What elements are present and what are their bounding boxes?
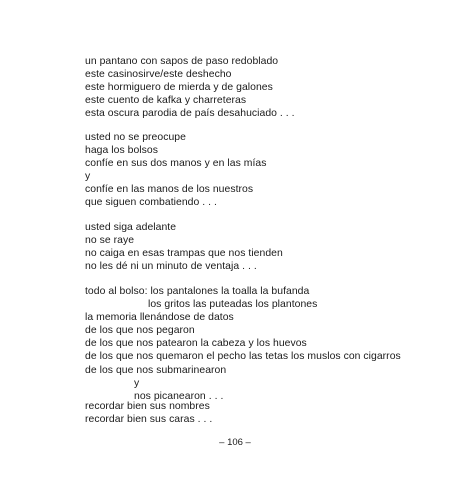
- poem-line: recordar bien sus nombres: [85, 401, 210, 412]
- poem-line: confíe en las manos de los nuestros: [85, 184, 254, 196]
- poem-line: este casinosirve/este deshecho: [85, 69, 232, 81]
- poem-line: haga los bolsos: [85, 145, 158, 157]
- poem-line: los gritos las puteadas los plantones: [148, 299, 318, 311]
- stanza-5: [85, 400, 212, 426]
- stanza-2: [85, 131, 266, 210]
- poem-line: este hormiguero de mierda y de galones: [85, 82, 273, 94]
- stanza-3: [85, 221, 283, 273]
- poem-line: nos picanearon . . .: [134, 390, 224, 402]
- poem-line: de los que nos quemaron el pecho las tetas los muslos con cigarros: [85, 351, 401, 363]
- stanza-4: [85, 285, 401, 403]
- poem-line: la memoria llenándose de datos: [85, 312, 234, 324]
- poem-line: este cuento de kafka y charreteras: [85, 95, 247, 107]
- poem-line: no se raye: [85, 235, 135, 247]
- poem-line: confíe en sus dos manos y en las mías: [85, 158, 267, 170]
- poem-line: esta oscura parodia de país desahuciado . . .: [85, 108, 295, 120]
- poem-line: recordar bien sus caras . . .: [85, 414, 213, 426]
- poem-line: usted siga adelante: [85, 222, 177, 233]
- poem-line: de los que nos patearon la cabeza y los huevos: [85, 338, 307, 350]
- poem-line: todo al bolso: los pantalones la toalla la bufanda: [85, 286, 310, 297]
- stanza-1: [85, 55, 295, 120]
- poem-line: de los que nos submarinearon: [85, 364, 227, 376]
- poem-line: no les dé ni un minuto de ventaja . . .: [85, 261, 257, 273]
- poem-line: y: [134, 377, 140, 389]
- poem-line: no caiga en esas trampas que nos tienden: [85, 248, 283, 260]
- page-number: – 106 –: [219, 437, 251, 448]
- poem-line: un pantano con sapos de paso redoblado: [85, 56, 279, 67]
- poem-line: que siguen combatiendo . . .: [85, 197, 217, 209]
- poem-line: de los que nos pegaron: [85, 325, 195, 337]
- poem-line: y: [85, 171, 91, 183]
- poem-line: usted no se preocupe: [85, 132, 186, 143]
